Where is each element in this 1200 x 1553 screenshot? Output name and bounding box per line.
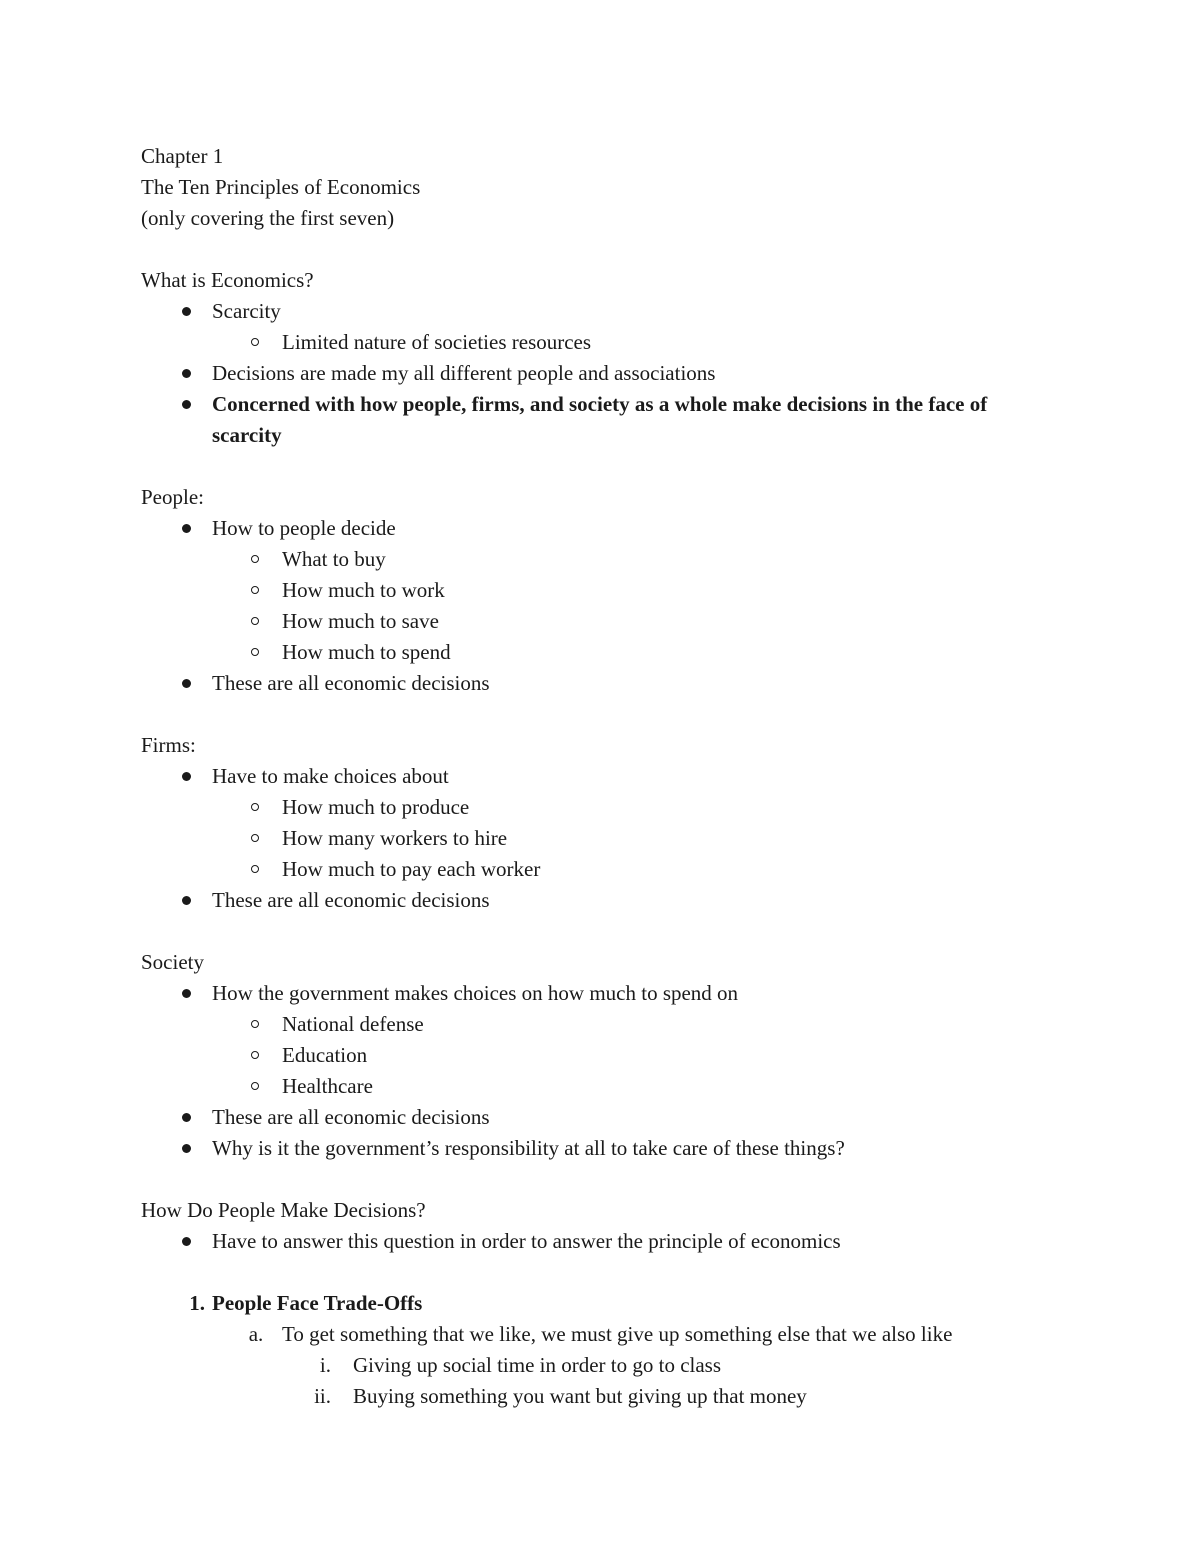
spacer: [141, 234, 1080, 265]
spacer: [141, 916, 1080, 947]
bullet-dot-icon: [182, 772, 191, 781]
spacer: [141, 451, 1080, 482]
list-item: [141, 296, 1080, 327]
list-item: [141, 1350, 1080, 1381]
people-list: [141, 513, 1080, 699]
bullet-dot-icon: [182, 679, 191, 688]
list-item-text: How much to pay each worker: [282, 857, 541, 881]
spacer: [141, 699, 1080, 730]
bullet-circle-icon: [251, 648, 259, 656]
principle-title: People Face Trade-Offs: [212, 1291, 423, 1315]
bullet-circle-icon: [251, 1020, 259, 1028]
spacer: [141, 1164, 1080, 1195]
bullet-dot-icon: [182, 369, 191, 378]
list-item-text: Education: [282, 1043, 368, 1067]
list-item: [141, 389, 1080, 451]
spacer: [141, 1257, 1080, 1288]
bullet-dot-icon: [182, 524, 191, 533]
list-item-text: Concerned with how people, firms, and society as a whole make decisions in the face of scarcity: [212, 392, 988, 447]
bullet-circle-icon: [251, 1082, 259, 1090]
list-item: [141, 358, 1080, 389]
list-item: [141, 1319, 1080, 1350]
list-item: [141, 1071, 1080, 1102]
principle-item: [141, 1288, 1080, 1319]
what-is-economics-list: [141, 296, 1080, 451]
list-item-text: Scarcity: [212, 299, 281, 323]
list-item-text: How much to work: [282, 578, 445, 602]
bullet-dot-icon: [182, 1237, 191, 1246]
bullet-circle-icon: [251, 555, 259, 563]
principles-list: [141, 1288, 1080, 1412]
list-item: [141, 668, 1080, 699]
bullet-dot-icon: [182, 1144, 191, 1153]
list-item: [141, 1133, 1080, 1164]
list-item-text: Decisions are made my all different people and associations: [212, 361, 716, 385]
list-item: [141, 885, 1080, 916]
list-letter: a.: [248, 1322, 264, 1346]
list-item-text: Giving up social time in order to go to class: [353, 1353, 722, 1377]
list-item: [141, 1040, 1080, 1071]
bullet-dot-icon: [182, 1113, 191, 1122]
list-item: [141, 1381, 1080, 1412]
list-item-text: These are all economic decisions: [212, 888, 490, 912]
section-heading-people: People:: [141, 485, 204, 509]
list-item-text: These are all economic decisions: [212, 1105, 490, 1129]
list-item-text: How much to save: [282, 609, 439, 633]
section-heading-society: Society: [141, 950, 204, 974]
list-item-text: What to buy: [282, 547, 386, 571]
list-item-text: Have to answer this question in order to answer the principle of economics: [212, 1229, 841, 1253]
list-item-text: How the government makes choices on how much to spend on: [212, 981, 739, 1005]
list-item-text: How many workers to hire: [282, 826, 508, 850]
section-heading-firms: Firms:: [141, 733, 196, 757]
bullet-dot-icon: [182, 896, 191, 905]
list-item: [141, 637, 1080, 668]
list-item: [141, 1102, 1080, 1133]
bullet-circle-icon: [251, 586, 259, 594]
list-item-text: To get something that we like, we must give up something else that we also like: [282, 1322, 953, 1346]
section-heading-what-is-economics: What is Economics?: [141, 268, 314, 292]
list-item: [141, 792, 1080, 823]
list-item-text: Healthcare: [282, 1074, 373, 1098]
list-item-text: These are all economic decisions: [212, 671, 490, 695]
document-title: The Ten Principles of Economics: [141, 175, 421, 199]
list-item: [141, 513, 1080, 544]
society-list: [141, 978, 1080, 1164]
document-note: (only covering the first seven): [141, 206, 395, 230]
list-item: [141, 1226, 1080, 1257]
bullet-circle-icon: [251, 338, 259, 346]
bullet-circle-icon: [251, 865, 259, 873]
list-item-text: Limited nature of societies resources: [282, 330, 592, 354]
list-item: [141, 575, 1080, 606]
list-item: [141, 978, 1080, 1009]
bullet-dot-icon: [182, 989, 191, 998]
list-item: [141, 1009, 1080, 1040]
list-item: [141, 327, 1080, 358]
list-item-text: Buying something you want but giving up that money: [353, 1384, 807, 1408]
list-item-text: Have to make choices about: [212, 764, 449, 788]
list-item: [141, 823, 1080, 854]
list-item-text: How much to spend: [282, 640, 451, 664]
bullet-circle-icon: [251, 834, 259, 842]
list-item: [141, 544, 1080, 575]
list-number: 1.: [189, 1291, 205, 1315]
list-item-text: National defense: [282, 1012, 424, 1036]
list-item-text: Why is it the government’s responsibility at all to take care of these things?: [212, 1136, 845, 1160]
list-roman: ii.: [314, 1384, 331, 1408]
firms-list: [141, 761, 1080, 916]
bullet-dot-icon: [182, 307, 191, 316]
section-heading-decisions: How Do People Make Decisions?: [141, 1198, 426, 1222]
decisions-list: [141, 1226, 1080, 1257]
list-item: [141, 606, 1080, 637]
bullet-circle-icon: [251, 1051, 259, 1059]
list-item: [141, 854, 1080, 885]
bullet-circle-icon: [251, 617, 259, 625]
list-roman: i.: [319, 1353, 331, 1377]
list-item: [141, 761, 1080, 792]
list-item-text: How much to produce: [282, 795, 470, 819]
bullet-dot-icon: [182, 400, 191, 409]
bullet-circle-icon: [251, 803, 259, 811]
chapter-label: Chapter 1: [141, 144, 224, 168]
list-item-text: How to people decide: [212, 516, 396, 540]
